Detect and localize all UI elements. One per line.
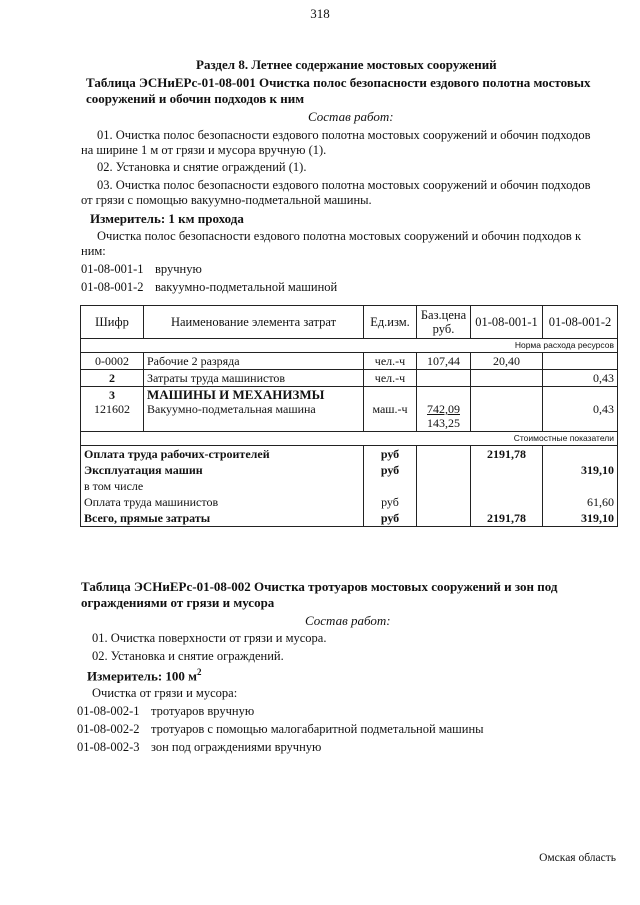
table1-desc-line1: Очистка полос безопасности ездового полотна мостовых сооружений и обочин подходов к	[97, 229, 582, 243]
machines-row	[81, 387, 618, 432]
cost-unit: руб	[364, 446, 417, 463]
table2-work-1: 01. Очистка поверхности от грязи и мусора.	[92, 631, 327, 645]
band-costs-row	[81, 432, 618, 446]
cost-v1	[471, 462, 543, 478]
cost-name: в том числе	[81, 478, 364, 494]
table2-work-2: 02. Установка и снятие ограждений.	[92, 649, 284, 663]
cost-v2: 61,60	[543, 494, 618, 510]
table1-work-3-line1: 03. Очистка полос безопасности ездового полотна мостовых сооружений и обочин подходов	[97, 178, 591, 192]
table2-measure-sup: 2	[197, 667, 202, 677]
footer-region: Омская область	[539, 852, 616, 864]
row-unit: чел.-ч	[364, 370, 417, 387]
cost-row	[81, 478, 618, 494]
cost-unit: руб	[364, 510, 417, 527]
cost-unit	[364, 478, 417, 494]
row-name: Затраты труда машинистов	[144, 370, 364, 387]
header-name: Наименование элемента затрат	[144, 306, 364, 339]
row-unit: чел.-ч	[364, 353, 417, 370]
cost-row	[81, 446, 618, 463]
machines-group-num: 3	[109, 388, 115, 402]
cost-price	[417, 462, 471, 478]
table2-code-1-label: тротуаров вручную	[151, 704, 255, 718]
header-col2: 01-08-001-2	[543, 306, 618, 339]
row-v1	[471, 370, 543, 387]
norms-table	[80, 305, 618, 527]
table1-desc-line2: ним:	[81, 244, 106, 258]
header-price	[417, 306, 471, 339]
cost-name: Оплата труда машинистов	[81, 494, 364, 510]
machines-name-cell	[144, 387, 364, 432]
table2-code-2: 01-08-002-2	[77, 722, 140, 736]
header-shifr: Шифр	[81, 306, 144, 339]
row-name: Рабочие 2 разряда	[144, 353, 364, 370]
table2-measure-text: Измеритель: 100 м	[87, 668, 198, 684]
cost-unit: руб	[364, 494, 417, 510]
cost-v2	[543, 446, 618, 463]
cost-price	[417, 494, 471, 510]
table2-work-heading: Состав работ:	[305, 613, 391, 628]
cost-name: Всего, прямые затраты	[81, 510, 364, 527]
machines-unit-cell	[364, 387, 417, 432]
machine-v2: 0,43	[593, 402, 614, 416]
cost-v2: 319,10	[543, 510, 618, 527]
machine-shifr: 121602	[94, 402, 130, 416]
total-row	[81, 510, 618, 527]
table2-code-3: 01-08-002-3	[77, 740, 140, 754]
cost-price	[417, 446, 471, 463]
table1-work-heading: Состав работ:	[308, 109, 394, 124]
table1-title-line2: сооружений и обочин подходов к ним	[86, 91, 305, 106]
machines-shifr-cell	[81, 387, 144, 432]
table2-title-line2: ограждениями от грязи и мусора	[81, 595, 275, 610]
header-unit: Ед.изм.	[364, 306, 417, 339]
table1-work-1-line1: 01. Очистка полос безопасности ездового полотна мостовых сооружений и обочин подходов	[97, 128, 591, 142]
table2-measure	[87, 667, 202, 684]
machine-price: 742,09	[427, 402, 460, 416]
cost-unit: руб	[364, 462, 417, 478]
table2-code-3-label: зон под ограждениями вручную	[151, 740, 322, 754]
table1-work-2: 02. Установка и снятие ограждений (1).	[97, 160, 307, 174]
cost-row	[81, 494, 618, 510]
cost-price	[417, 510, 471, 527]
row-price	[417, 370, 471, 387]
cost-row	[81, 462, 618, 478]
table1-title-line1: Таблица ЭСНиЕРс-01-08-001 Очистка полос безопасности ездового полотна мостовых	[86, 75, 591, 90]
header-price-line1: Баз.цена	[420, 308, 467, 322]
machine-name: Вакуумно-подметальная машина	[147, 402, 316, 416]
row-shifr: 0-0002	[81, 353, 144, 370]
table2-title-line1: Таблица ЭСНиЕРс-01-08-002 Очистка тротуаров мостовых сооружений и зон под	[81, 579, 558, 594]
band-resources-row	[81, 339, 618, 353]
table2-desc: Очистка от грязи и мусора:	[92, 686, 238, 700]
table1-work-3-line2: от грязи с помощью вакуумно-подметальной машины.	[81, 193, 372, 207]
cost-v2	[543, 478, 618, 494]
header-col1: 01-08-001-1	[471, 306, 543, 339]
cost-v1: 2191,78	[471, 446, 543, 463]
table2-code-1: 01-08-002-1	[77, 704, 140, 718]
band-resources: Норма расхода ресурсов	[81, 339, 618, 353]
table-row	[81, 370, 618, 387]
cost-v1	[471, 494, 543, 510]
machine-unit: маш.-ч	[372, 402, 408, 416]
machines-v2-cell	[543, 387, 618, 432]
header-price-line2: руб.	[432, 322, 455, 336]
machines-price-cell	[417, 387, 471, 432]
row-shifr: 2	[81, 370, 144, 387]
machine-price2: 143,25	[427, 416, 460, 430]
row-v1: 20,40	[471, 353, 543, 370]
page-number: 318	[310, 6, 330, 21]
table2-code-2-label: тротуаров с помощью малогабаритной подметальной машины	[151, 722, 484, 736]
row-v2	[543, 353, 618, 370]
cost-v1	[471, 478, 543, 494]
table-row	[81, 353, 618, 370]
table1-code-2-label: вакуумно-подметальной машиной	[155, 280, 338, 294]
table1-code-1: 01-08-001-1	[81, 262, 144, 276]
machines-group-title: МАШИНЫ И МЕХАНИЗМЫ	[147, 387, 325, 402]
table1-code-1-label: вручную	[155, 262, 202, 276]
table-header-row	[81, 306, 618, 339]
row-price: 107,44	[417, 353, 471, 370]
cost-v1: 2191,78	[471, 510, 543, 527]
cost-v2: 319,10	[543, 462, 618, 478]
cost-name: Оплата труда рабочих-строителей	[81, 446, 364, 463]
band-costs: Стоимостные показатели	[81, 432, 618, 446]
table1-code-2: 01-08-001-2	[81, 280, 144, 294]
machines-v1-cell	[471, 387, 543, 432]
cost-name: Эксплуатация машин	[81, 462, 364, 478]
table1-work-1-line2: на ширине 1 м от грязи и мусора вручную (1).	[81, 143, 327, 157]
section-title: Раздел 8. Летнее содержание мостовых сооружений	[196, 57, 497, 72]
table1-measure: Измеритель: 1 км прохода	[90, 211, 244, 226]
row-v2: 0,43	[543, 370, 618, 387]
cost-price	[417, 478, 471, 494]
